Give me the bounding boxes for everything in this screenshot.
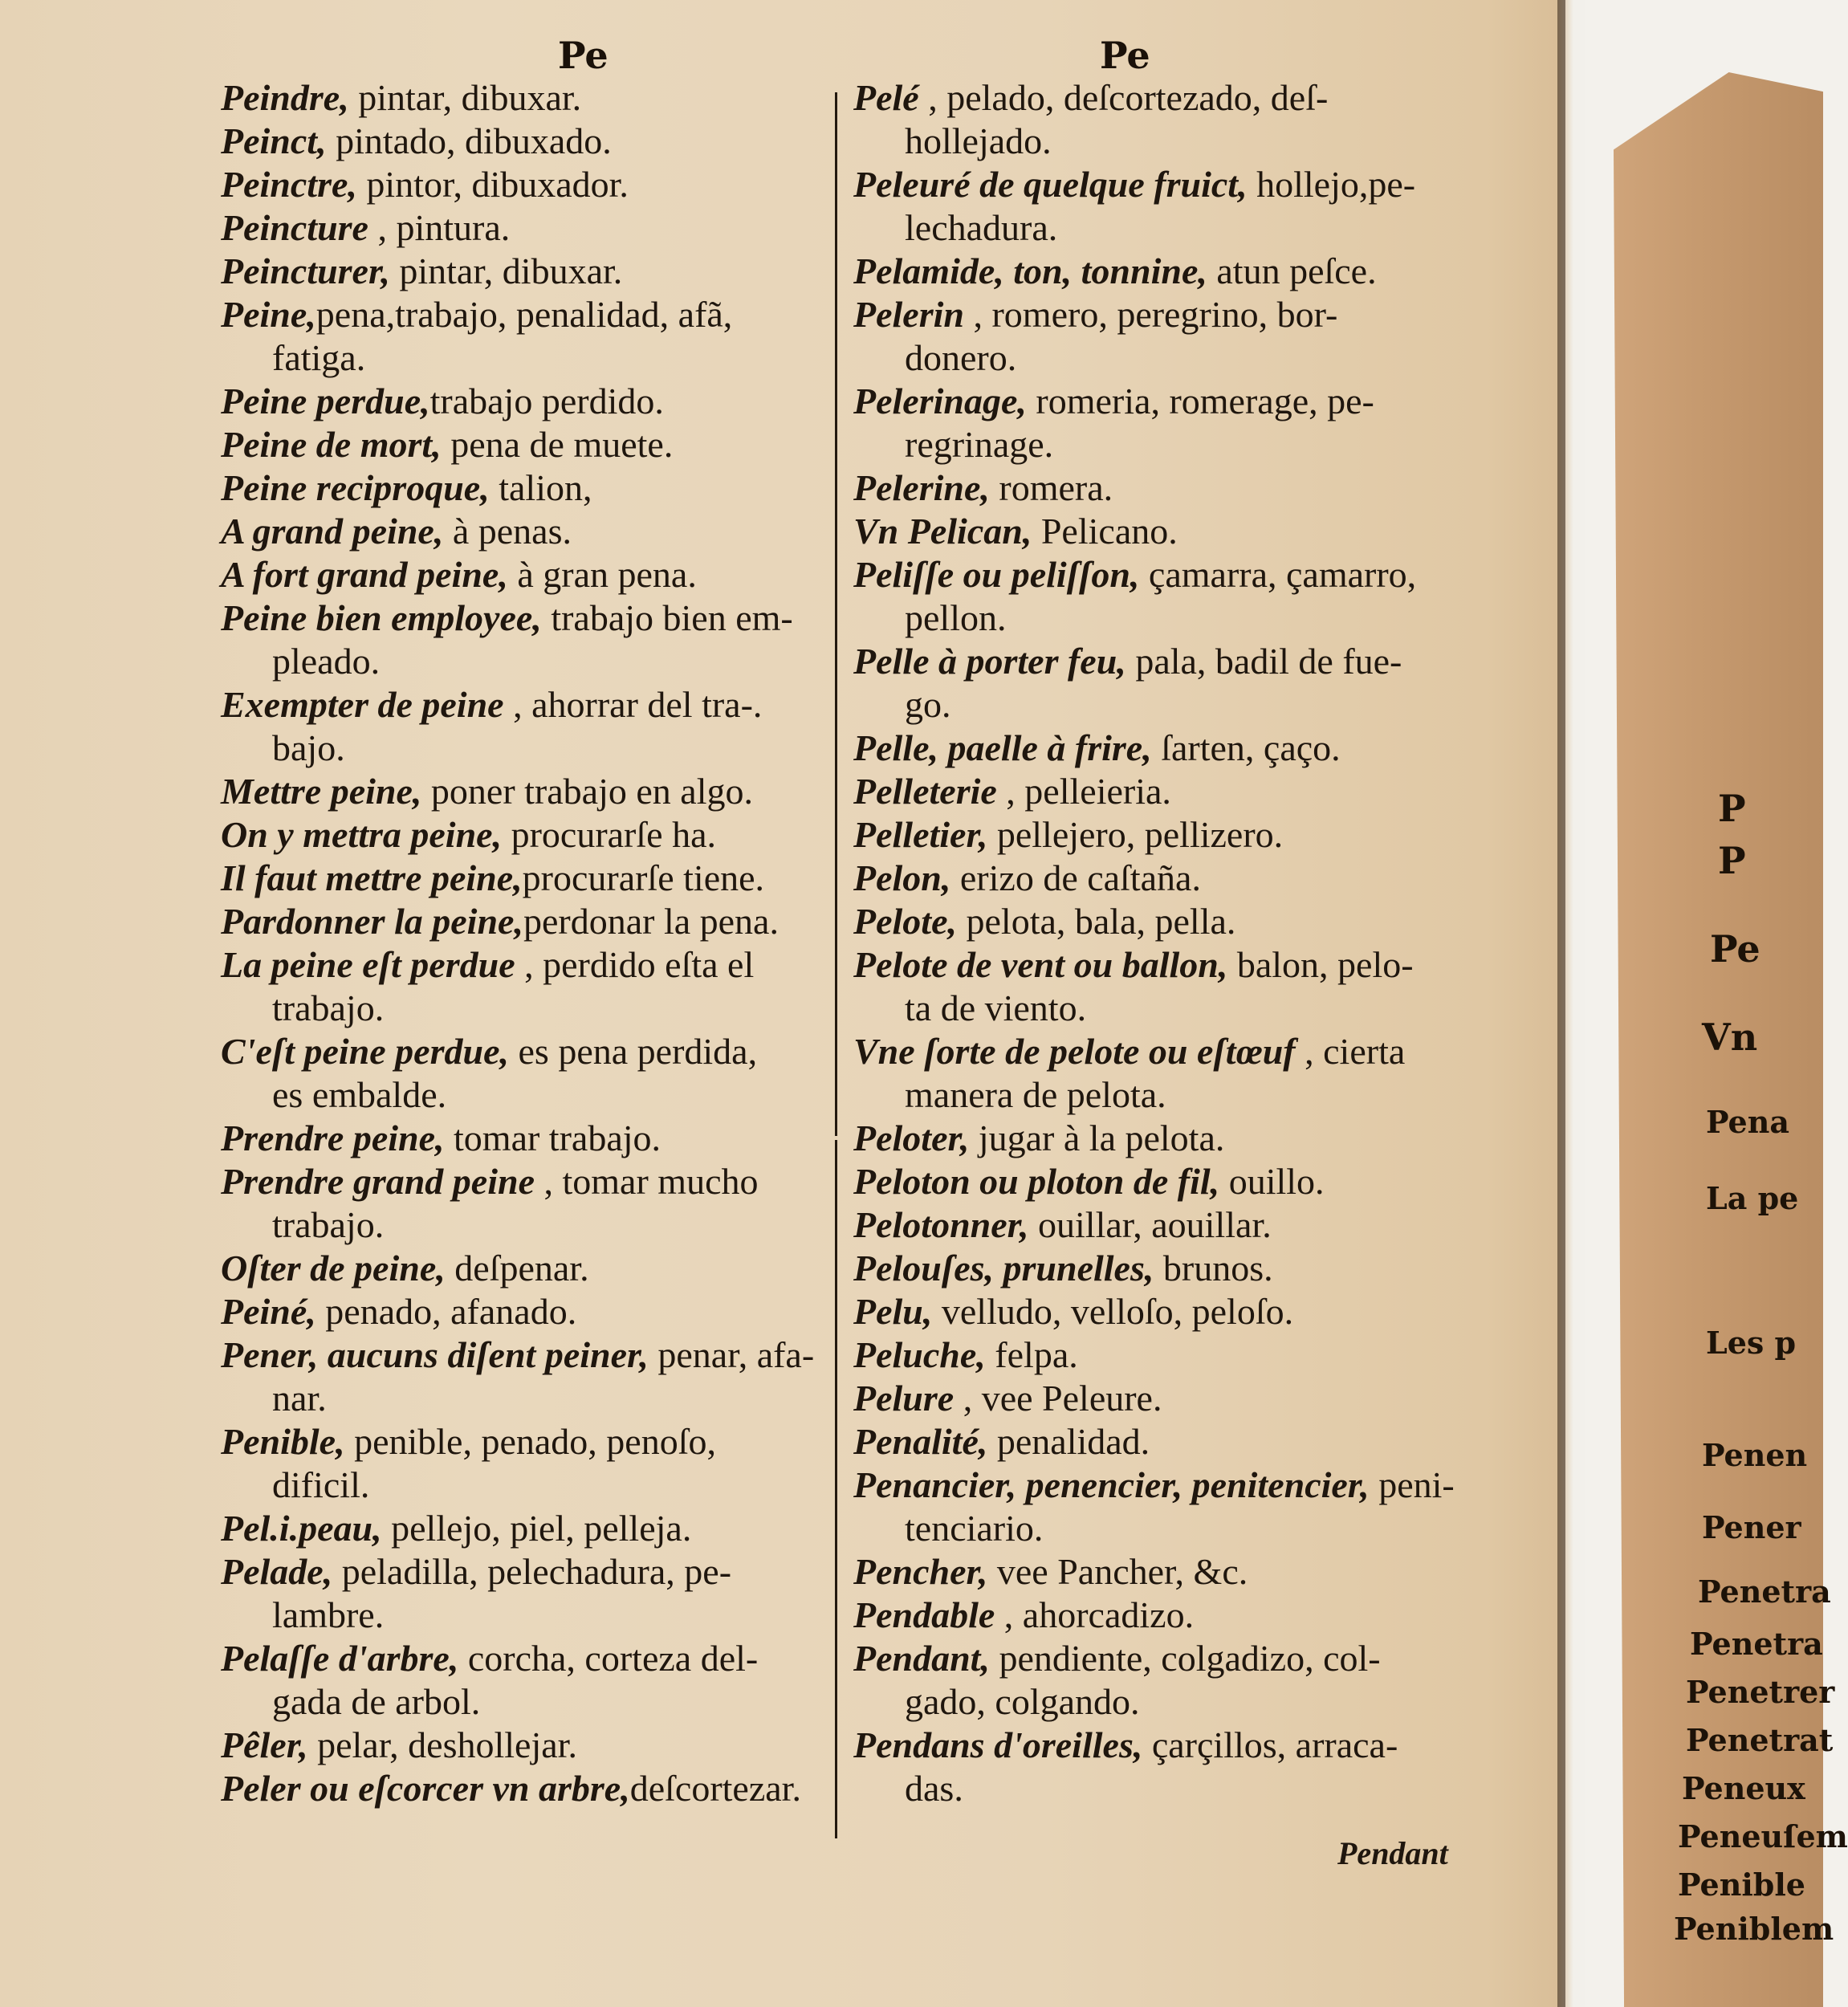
dictionary-entry [221, 553, 831, 596]
entry-headword: Peinct, [221, 120, 327, 161]
entry-translation: pintar, dibuxar. [389, 250, 623, 291]
entry-headword: Penible, [221, 1421, 345, 1462]
entry-translation: , vee Peleure. [954, 1378, 1162, 1419]
dictionary-entry [853, 1724, 1512, 1810]
entry-headword: Prendre peine, [221, 1117, 445, 1158]
entry-continuation: ta de viento. [905, 987, 1087, 1028]
entry-headword: Peincturer, [221, 250, 390, 291]
facing-page-fragment: Les p [1706, 1325, 1797, 1361]
entry-headword: Pelerine, [853, 467, 990, 508]
dictionary-entry [221, 1290, 831, 1333]
dictionary-entry [853, 293, 1512, 380]
dictionary-entry [853, 1333, 1512, 1377]
entry-headword: Peluche, [853, 1334, 986, 1375]
dictionary-entry [221, 1030, 831, 1117]
dictionary-entry [221, 857, 831, 900]
dictionary-entry [853, 76, 1512, 163]
dictionary-entry [221, 1724, 831, 1767]
dictionary-entry [853, 1030, 1512, 1117]
entry-continuation: lambre. [272, 1594, 385, 1635]
entry-headword: Pelaſſe d'arbre, [221, 1638, 459, 1679]
dictionary-entry [853, 900, 1512, 943]
dictionary-entry [221, 466, 831, 510]
entry-headword: A grand peine, [221, 511, 444, 552]
entry-translation: felpa. [985, 1334, 1078, 1375]
dictionary-entry [853, 1117, 1512, 1160]
entry-translation: pellejero, pellizero. [987, 814, 1284, 855]
dictionary-entry [853, 510, 1512, 553]
dictionary-entry [221, 813, 831, 857]
entry-translation: vee Pancher, &c. [987, 1551, 1248, 1592]
entry-translation: pelota, bala, pella. [957, 901, 1236, 942]
entry-headword: Peinctre, [221, 164, 357, 205]
entry-headword: Pelerin [853, 294, 964, 335]
dictionary-entry [853, 1637, 1512, 1724]
entry-translation: penible, penado, penoſo, [344, 1421, 717, 1462]
entry-translation: pintar, dibuxar. [348, 77, 582, 118]
dictionary-entry [221, 1767, 831, 1810]
entry-translation: , pintura. [368, 207, 511, 248]
entry-headword: Peincture [221, 207, 368, 248]
dictionary-entry [221, 1333, 831, 1420]
entry-headword: Pêler, [221, 1724, 308, 1765]
entry-translation: à penas. [443, 511, 572, 552]
entry-translation: pendiente, colgadizo, col- [989, 1638, 1381, 1679]
entry-translation: es pena perdida, [509, 1031, 758, 1072]
entry-headword: Pelon, [853, 857, 951, 898]
left-column [221, 76, 831, 1810]
facing-page-fragment: Peniblem [1674, 1911, 1834, 1947]
dictionary-entry [853, 857, 1512, 900]
entry-translation: brunos. [1154, 1248, 1273, 1288]
entry-translation: , romero, peregrino, bor- [963, 294, 1338, 335]
facing-page-fragment: Pener [1702, 1509, 1801, 1545]
entry-headword: Peindre, [221, 77, 349, 118]
entry-continuation: go. [905, 684, 951, 725]
dictionary-entry [221, 380, 831, 423]
dictionary-entry [853, 727, 1512, 770]
dictionary-entry [221, 510, 831, 553]
entry-translation: à gran pena. [507, 554, 697, 595]
entry-translation: , pelleieria. [996, 771, 1171, 812]
entry-translation: atun peſce. [1207, 250, 1377, 291]
entry-translation: trabajo bien em- [541, 597, 793, 638]
page-gutter [1557, 0, 1565, 2007]
entry-translation: jugar à la pelota. [969, 1117, 1225, 1158]
facing-page-fragment: Penen [1702, 1437, 1808, 1473]
entry-headword: Vne ſorte de pelote ou eſtœuf [853, 1031, 1296, 1072]
entry-headword: C'eſt peine perdue, [221, 1031, 509, 1072]
entry-translation: , perdido eſta el [515, 944, 755, 985]
entry-continuation: lechadura. [905, 207, 1058, 248]
entry-translation: ouillo. [1219, 1161, 1325, 1202]
entry-continuation: regrinage. [905, 424, 1054, 465]
entry-translation: romeria, romerage, pe- [1026, 381, 1374, 421]
entry-continuation: hollejado. [905, 120, 1052, 161]
dictionary-entry [221, 1637, 831, 1724]
dictionary-entry [221, 596, 831, 683]
entry-headword: Pelote de vent ou ballon, [853, 944, 1228, 985]
entry-translation: Pelicano. [1032, 511, 1178, 552]
entry-headword: La peine eſt perdue [221, 944, 515, 985]
entry-translation: velludo, velloſo, peloſo. [932, 1291, 1294, 1332]
facing-page-fragment: Penetrer [1686, 1674, 1835, 1710]
entry-translation: pintado, dibuxado. [326, 120, 612, 161]
entry-headword: Pelamide, ton, tonnine, [853, 250, 1207, 291]
entry-translation: trabajo perdido. [429, 381, 664, 421]
entry-translation: pena de muete. [441, 424, 674, 465]
entry-translation: , ahorrar del tra-. [503, 684, 763, 725]
dictionary-entry [853, 1464, 1512, 1550]
entry-translation: penalidad. [987, 1421, 1150, 1462]
dictionary-entry [221, 943, 831, 1030]
entry-headword: Exempter de peine [221, 684, 504, 725]
entry-headword: Pelletier, [853, 814, 988, 855]
dictionary-entry [221, 1550, 831, 1637]
entry-headword: Peloton ou ploton de fil, [853, 1161, 1220, 1202]
dictionary-entry [221, 683, 831, 770]
entry-headword: Peine reciproque, [221, 467, 490, 508]
entry-translation: corcha, corteza del- [458, 1638, 759, 1679]
entry-headword: Peloter, [853, 1117, 970, 1158]
dictionary-entry [221, 1117, 831, 1160]
entry-continuation: nar. [272, 1378, 327, 1419]
entry-translation: ſarten, çaço. [1151, 727, 1341, 768]
dictionary-entry [853, 250, 1512, 293]
dictionary-entry [853, 1594, 1512, 1637]
entry-headword: Penalité, [853, 1421, 988, 1462]
entry-headword: Pencher, [853, 1551, 988, 1592]
entry-translation: balon, pelo- [1227, 944, 1414, 985]
entry-headword: On y mettra peine, [221, 814, 503, 855]
dictionary-entry [853, 1290, 1512, 1333]
entry-headword: Pelote, [853, 901, 957, 942]
entry-translation: romera. [989, 467, 1113, 508]
dictionary-entry [221, 423, 831, 466]
column-rule [835, 1140, 837, 1838]
catchword: Pendant [1337, 1835, 1448, 1871]
entry-headword: Prendre grand peine [221, 1161, 535, 1202]
dictionary-entry [853, 1203, 1512, 1247]
entry-headword: Mettre peine, [221, 771, 422, 812]
entry-headword: Pelade, [221, 1551, 333, 1592]
entry-continuation: es embalde. [272, 1074, 447, 1115]
facing-page-fragment: Peneuſem [1678, 1818, 1848, 1854]
dictionary-entry [853, 813, 1512, 857]
entry-translation: poner trabajo en algo. [421, 771, 753, 812]
dictionary-entry [221, 120, 831, 163]
dictionary-entry [853, 1377, 1512, 1420]
entry-translation: , pelado, deſcortezado, deſ- [918, 77, 1329, 118]
entry-translation: pintor, dibuxador. [356, 164, 629, 205]
entry-translation: penado, afanado. [315, 1291, 577, 1332]
dictionary-entry [853, 553, 1512, 640]
facing-page-fragment: P [1718, 839, 1746, 882]
entry-headword: Pendable [853, 1594, 995, 1635]
entry-translation: peni- [1369, 1464, 1455, 1505]
entry-headword: Peine bien employee, [221, 597, 542, 638]
entry-translation: çamarra, çamarro, [1139, 554, 1417, 595]
facing-page-fragment: Penetrat [1686, 1722, 1834, 1758]
dictionary-entry [853, 1550, 1512, 1594]
dictionary-entry [853, 163, 1512, 250]
entry-translation: pelar, deshollejar. [307, 1724, 577, 1765]
entry-continuation: fatiga. [272, 337, 366, 378]
dictionary-entry [853, 1420, 1512, 1464]
entry-headword: Peliſſe ou peliſſon, [853, 554, 1140, 595]
entry-translation: peladilla, pelechadura, pe- [332, 1551, 732, 1592]
entry-translation: pena,trabajo, penalidad, afã, [315, 294, 733, 335]
facing-page-fragment: P [1718, 787, 1746, 830]
entry-translation: talion, [489, 467, 592, 508]
entry-continuation: manera de pelota. [905, 1074, 1166, 1115]
entry-headword: Pardonner la peine, [221, 901, 523, 942]
entry-continuation: bajo. [272, 727, 345, 768]
dictionary-entry [853, 1160, 1512, 1203]
entry-headword: Pelure [853, 1378, 955, 1419]
dictionary-entry [853, 640, 1512, 727]
entry-headword: Penancier, penencier, penitencier, [853, 1464, 1370, 1505]
entry-translation: perdonar la pena. [523, 901, 779, 942]
entry-headword: Pendant, [853, 1638, 990, 1679]
entry-continuation: trabajo. [272, 987, 385, 1028]
entry-headword: Pelotonner, [853, 1204, 1029, 1245]
running-head-left: Pe [558, 34, 609, 77]
entry-headword: Pel.i.peau, [221, 1508, 382, 1549]
entry-translation: , cierta [1295, 1031, 1406, 1072]
dictionary-entry [853, 770, 1512, 813]
entry-translation: procurarſe ha. [502, 814, 716, 855]
entry-translation: hollejo,pe- [1247, 164, 1416, 205]
running-head-right: Pe [1100, 34, 1150, 77]
entry-headword: Pelle, paelle à frire, [853, 727, 1152, 768]
entry-headword: Oſter de peine, [221, 1248, 446, 1288]
entry-headword: Pelerinage, [853, 381, 1027, 421]
right-column [853, 76, 1512, 1810]
entry-headword: Il faut mettre peine, [221, 857, 523, 898]
entry-translation: , ahorcadizo. [995, 1594, 1195, 1635]
entry-headword: Pelu, [853, 1291, 933, 1332]
dictionary-entry [221, 900, 831, 943]
entry-headword: Peine, [221, 294, 316, 335]
dictionary-entry [221, 770, 831, 813]
entry-continuation: trabajo. [272, 1204, 385, 1245]
entry-translation: deſcortezar. [629, 1768, 801, 1809]
entry-headword: Pener, aucuns diſent peiner, [221, 1334, 649, 1375]
facing-page-fragment: Vn [1702, 1016, 1758, 1059]
entry-headword: Pelle à porter feu, [853, 641, 1126, 682]
dictionary-entry [853, 1247, 1512, 1290]
dictionary-entry [221, 1160, 831, 1247]
entry-headword: Peler ou eſcorcer vn arbre, [221, 1768, 630, 1809]
dictionary-entry [221, 1247, 831, 1290]
entry-continuation: pellon. [905, 597, 1007, 638]
facing-page-fragment: Pena [1706, 1104, 1789, 1140]
entry-translation: , tomar mucho [535, 1161, 759, 1202]
dictionary-entry [221, 250, 831, 293]
dictionary-entry [853, 943, 1512, 1030]
entry-translation: çarçillos, arraca- [1142, 1724, 1398, 1765]
entry-continuation: das. [905, 1768, 963, 1809]
entry-translation: procurarſe tiene. [522, 857, 765, 898]
entry-headword: Pelleterie [853, 771, 997, 812]
entry-translation: deſpenar. [445, 1248, 589, 1288]
entry-translation: erizo de caſtaña. [950, 857, 1201, 898]
facing-page-fragment: Peneux [1682, 1770, 1805, 1806]
entry-continuation: donero. [905, 337, 1017, 378]
entry-headword: A fort grand peine, [221, 554, 508, 595]
entry-translation: pala, badil de fue- [1125, 641, 1402, 682]
dictionary-entry [221, 1420, 831, 1507]
entry-continuation: tenciario. [905, 1508, 1044, 1549]
facing-page-fragment: Penetra [1690, 1626, 1823, 1662]
entry-continuation: gada de arbol. [272, 1681, 481, 1722]
facing-page-fragment: Penible [1678, 1867, 1805, 1903]
dictionary-entry [853, 380, 1512, 466]
facing-page-fragment: Pe [1710, 927, 1760, 971]
entry-translation: tomar trabajo. [444, 1117, 661, 1158]
dictionary-entry [853, 466, 1512, 510]
facing-page-fragment: Penetra [1698, 1573, 1831, 1610]
entry-headword: Peleuré de quelque fruict, [853, 164, 1248, 205]
entry-headword: Peiné, [221, 1291, 316, 1332]
facing-page-fragment: La pe [1706, 1180, 1799, 1216]
column-rule [835, 92, 837, 1136]
dictionary-entry [221, 1507, 831, 1550]
dictionary-entry [221, 293, 831, 380]
entry-translation: pellejo, piel, pelleja. [381, 1508, 692, 1549]
dictionary-entry [221, 76, 831, 120]
entry-headword: Pelé [853, 77, 919, 118]
entry-continuation: dificil. [272, 1464, 370, 1505]
entry-headword: Peine de mort, [221, 424, 442, 465]
entry-headword: Pelouſes, prunelles, [853, 1248, 1154, 1288]
entry-continuation: pleado. [272, 641, 381, 682]
entry-translation: penar, afa- [648, 1334, 815, 1375]
entry-headword: Vn Pelican, [853, 511, 1032, 552]
dictionary-entry [221, 206, 831, 250]
entry-headword: Pendans d'oreilles, [853, 1724, 1143, 1765]
entry-headword: Peine perdue, [221, 381, 430, 421]
entry-translation: ouillar, aouillar. [1028, 1204, 1272, 1245]
entry-continuation: gado, colgando. [905, 1681, 1140, 1722]
dictionary-entry [221, 163, 831, 206]
